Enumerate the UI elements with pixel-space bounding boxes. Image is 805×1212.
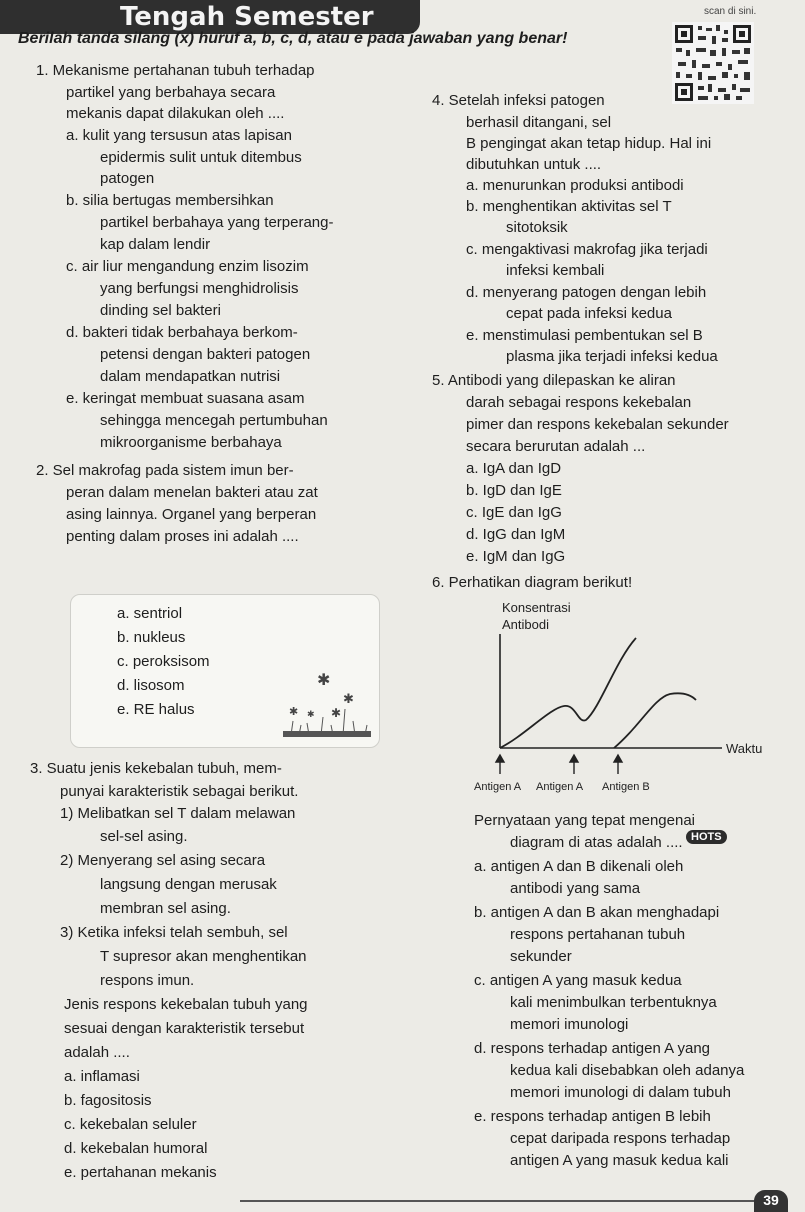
text-line: partikel berbahaya yang terperang- [100, 214, 334, 231]
q2-option-b[interactable]: b. nukleus [117, 629, 186, 646]
text-line: epidermis sulit untuk ditembus [100, 149, 302, 166]
text-line: e. respons terhadap antigen B lebih [474, 1108, 711, 1125]
text-line: c. kekebalan seluler [64, 1116, 197, 1133]
text-line: 2) Menyerang sel asing secara [60, 852, 266, 869]
footer-divider [240, 1200, 760, 1202]
text-line: cepat pada infeksi kedua [506, 305, 672, 322]
text-line: b. antigen A dan B akan menghadapi [474, 904, 720, 921]
svg-text:✱: ✱ [331, 706, 342, 720]
text-line: d. kekebalan humoral [64, 1140, 208, 1157]
instruction-text: Berilah tanda silang (x) huruf a, b, c, d, atau e pada jawaban yang benar! [18, 30, 568, 47]
text-line: e. menstimulasi pembentukan sel B [466, 327, 703, 344]
diagram-arrow-label-3: Antigen B [602, 781, 650, 793]
header-banner [0, 0, 420, 34]
text-line: penting dalam proses ini adalah .... [66, 528, 299, 545]
diagram-arrow-label-2: Antigen A [536, 781, 584, 793]
text-line: 1) Melibatkan sel T dalam melawan [60, 805, 296, 822]
text-line: pimer dan respons kekebalan sekunder [466, 416, 729, 433]
text-line: membran sel asing. [100, 900, 231, 917]
text-line: sesuai dengan karakteristik tersebut [64, 1020, 305, 1037]
text-line: 2. Sel makrofag pada sistem imun ber- [36, 462, 294, 479]
text-line: b. IgD dan IgE [466, 482, 562, 499]
text-line: c. air liur mengandung enzim lisozim [66, 258, 309, 275]
text-line: a. menurunkan produksi antibodi [466, 177, 684, 194]
text-line: darah sebagai respons kekebalan [466, 394, 692, 411]
text-line: 3. Suatu jenis kekebalan tubuh, mem- [30, 760, 282, 777]
text-line: a. antigen A dan B dikenali oleh [474, 858, 684, 875]
text-line: c. IgE dan IgG [466, 504, 562, 521]
text-line: 5. Antibodi yang dilepaskan ke aliran [432, 372, 676, 389]
text-line: memori imunologi [510, 1016, 629, 1033]
text-line: dalam mendapatkan nutrisi [100, 368, 281, 385]
text-line: Pernyataan yang tepat mengenai [474, 812, 695, 829]
svg-text:✱: ✱ [289, 706, 299, 718]
text-line: cepat daripada respons terhadap [510, 1130, 731, 1147]
diagram-curve-antigen-b [614, 693, 696, 748]
q2-option-a[interactable]: a. sentriol [117, 605, 183, 622]
text-line: dibutuhkan untuk .... [466, 156, 602, 173]
text-line: e. pertahanan mekanis [64, 1164, 217, 1181]
q2-option-e[interactable]: e. RE halus [117, 701, 195, 718]
text-line: d. IgG dan IgM [466, 526, 566, 543]
text-line: 3) Ketika infeksi telah sembuh, sel [60, 924, 288, 941]
text-line: Jenis respons kekebalan tubuh yang [64, 996, 308, 1013]
diagram-y-label-1: Konsentrasi [502, 600, 571, 615]
text-line: d. respons terhadap antigen A yang [474, 1040, 711, 1057]
text-line: adalah .... [64, 1044, 130, 1061]
text-line: memori imunologi di dalam tubuh [510, 1084, 731, 1101]
text-line: a. inflamasi [64, 1068, 140, 1085]
text-line: c. mengaktivasi makrofag jika terjadi [466, 241, 708, 258]
text-line: a. IgA dan IgD [466, 460, 562, 477]
flower-decoration-icon [281, 665, 373, 739]
header-title: Tengah Semester [120, 2, 374, 32]
text-line: plasma jika terjadi infeksi kedua [506, 348, 718, 365]
text-line: dinding sel bakteri [100, 302, 221, 319]
diagram-arrow-label-1: Antigen A [474, 781, 522, 793]
text-line: diagram di atas adalah .... [510, 834, 683, 851]
hots-badge: HOTS [686, 830, 727, 844]
text-line: b. silia bertugas membersihkan [66, 192, 274, 209]
page-number: 39 [754, 1190, 788, 1212]
text-line: 6. Perhatikan diagram berikut! [432, 574, 633, 591]
text-line: b. menghentikan aktivitas sel T [466, 198, 672, 215]
text-line: asing lainnya. Organel yang berperan [66, 506, 317, 523]
text-line: mikroorganisme berbahaya [100, 434, 282, 451]
text-line: respons pertahanan tubuh [510, 926, 686, 943]
svg-text:✱: ✱ [307, 709, 315, 719]
text-line: partikel yang berbahaya secara [66, 84, 276, 101]
text-line: kedua kali disebabkan oleh adanya [510, 1062, 745, 1079]
text-line: langsung dengan merusak [100, 876, 277, 893]
text-line: infeksi kembali [506, 262, 605, 279]
text-line: antibodi yang sama [510, 880, 641, 897]
text-line: respons imun. [100, 972, 195, 989]
text-line: 4. Setelah infeksi patogen [432, 92, 605, 109]
text-line: e. IgM dan IgG [466, 548, 566, 565]
text-line: punyai karakteristik sebagai berikut. [60, 783, 299, 800]
q2-option-c[interactable]: c. peroksisom [117, 653, 210, 670]
q2-option-d[interactable]: d. lisosom [117, 677, 185, 694]
diagram-y-label-2: Antibodi [502, 617, 549, 632]
text-line: a. kulit yang tersusun atas lapisan [66, 127, 292, 144]
text-line: sehingga mencegah pertumbuhan [100, 412, 328, 429]
text-line: kap dalam lendir [100, 236, 211, 253]
qr-code-icon [672, 22, 754, 104]
scan-label: scan di sini. [704, 6, 757, 17]
text-line: d. bakteri tidak berbahaya berkom- [66, 324, 298, 341]
antibody-diagram [474, 598, 780, 794]
diagram-curve-antigen-a [500, 638, 636, 748]
text-line: mekanis dapat dilakukan oleh .... [66, 105, 285, 122]
text-line: antigen A yang masuk kedua kali [510, 1152, 729, 1169]
text-line: 1. Mekanisme pertahanan tubuh terhadap [36, 62, 315, 79]
text-line: B pengingat akan tetap hidup. Hal ini [466, 135, 712, 152]
text-line: sitotoksik [506, 219, 568, 236]
text-line: c. antigen A yang masuk kedua [474, 972, 682, 989]
text-line: b. fagositosis [64, 1092, 152, 1109]
svg-text:✱: ✱ [343, 691, 354, 706]
text-line: petensi dengan bakteri patogen [100, 346, 311, 363]
diagram-x-label: Waktu [726, 741, 763, 756]
svg-text:✱: ✱ [317, 672, 331, 689]
text-line: e. keringat membuat suasana asam [66, 390, 305, 407]
text-line: berhasil ditangani, sel [466, 114, 612, 131]
text-line: sekunder [510, 948, 572, 965]
text-line: T supresor akan menghentikan [100, 948, 307, 965]
q2-options-box [70, 594, 380, 748]
text-line: secara berurutan adalah ... [466, 438, 646, 455]
text-line: patogen [100, 170, 155, 187]
text-line: sel-sel asing. [100, 828, 188, 845]
text-line: d. menyerang patogen dengan lebih [466, 284, 707, 301]
text-line: peran dalam menelan bakteri atau zat [66, 484, 318, 501]
text-line: kali menimbulkan terbentuknya [510, 994, 717, 1011]
text-line: yang berfungsi menghidrolisis [100, 280, 299, 297]
